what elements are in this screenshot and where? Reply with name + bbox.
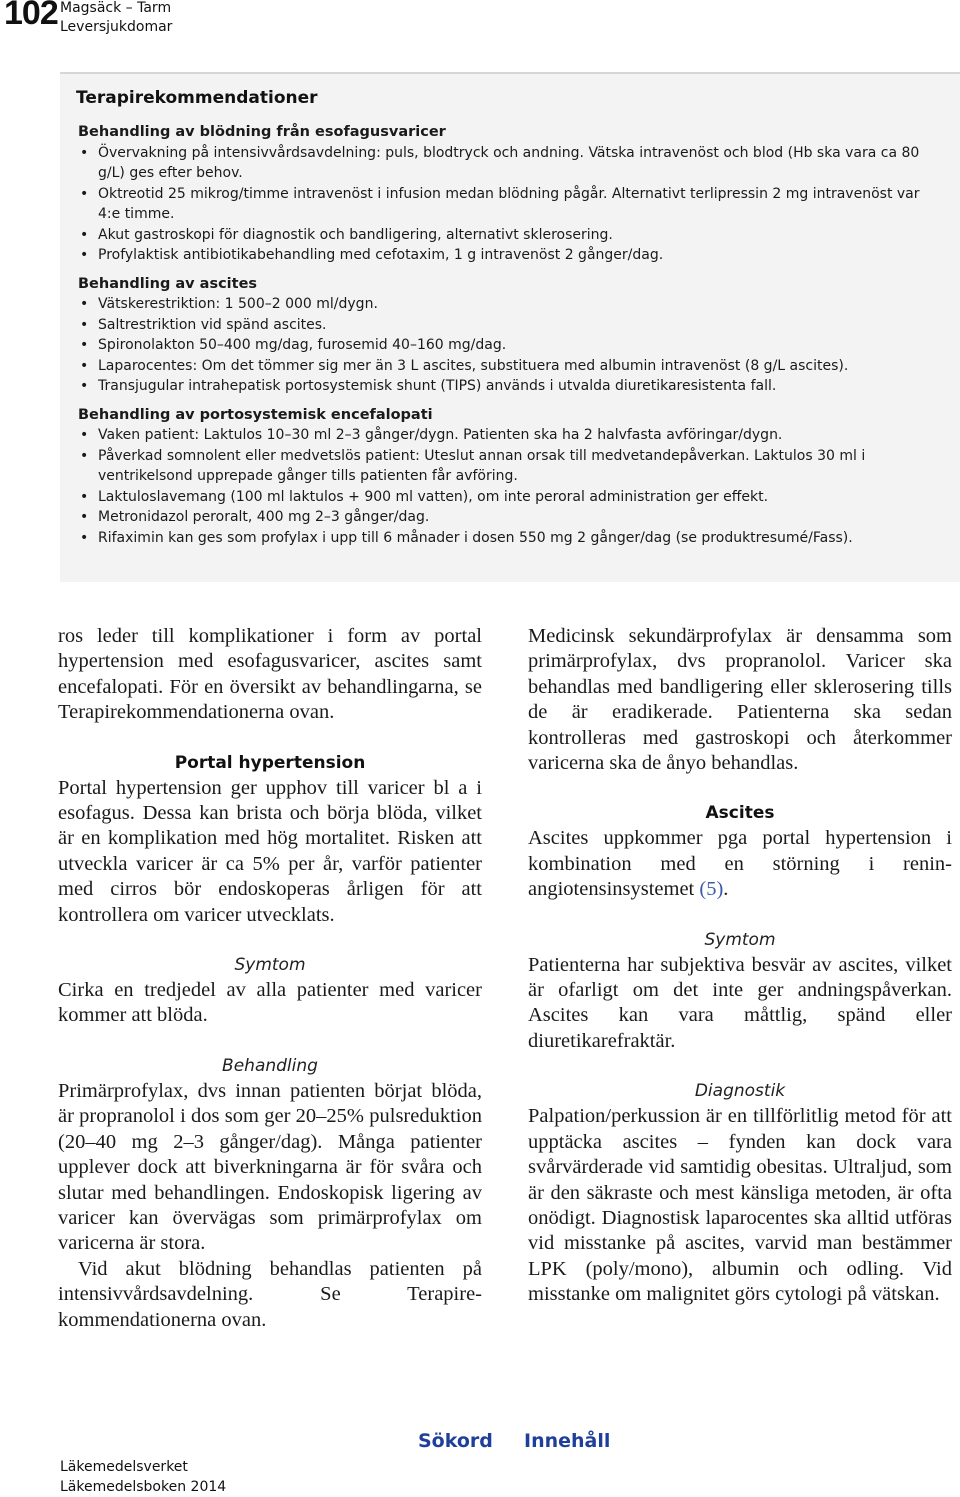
body-paragraph: Portal hypertension ger upphov till varicer bl a i esofagus. Dessa kan brista och börja blöda, vilket är en komplikation med hög mortalitet. Risken att utveckla varicer är ca 5% per år, varför patienter med cirros bör endoskoperas årligen för att kontrollera om varicer utvecklats. (58, 776, 482, 926)
reference-link[interactable]: (5) (699, 878, 724, 901)
box-body (78, 122, 946, 548)
list-item: • Oktreotid 25 mikrog/timme intravenöst i infusion medan blödning pågår. Alternativt terlipressin 2 mg intravenöst var 4:e timme. (78, 184, 946, 225)
list-item: • Spironolakton 50–400 mg/dag, furosemid 40–160 mg/dag. (78, 335, 946, 356)
page-number: 102 (4, 0, 58, 32)
list-item: • Profylaktisk antibiotikabehandling med cefotaxim, 1 g intravenöst 2 gånger/dag. (78, 245, 946, 266)
footer-publisher (60, 1457, 226, 1497)
list-item: • Metronidazol peroralt, 400 mg 2–3 gånger/dag. (78, 507, 946, 528)
book-title: Läkemedelsboken 2014 (60, 1479, 227, 1495)
list-encephalopathy (78, 425, 946, 548)
list-item: • Laktuloslavemang (100 ml laktulos + 900 ml vatten), om inte peroral administration ger effekt. (78, 487, 946, 508)
subheading-symtom: Symtom (704, 929, 776, 950)
group-heading-varices: Behandling av blödning från esofagusvaricer (78, 124, 446, 140)
body-paragraph: ros leder till komplikationer i form av portal hypertension med esofagusvaricer, ascites samt encefalopati. För en översikt av behandlingarna, se Terapirekommendationerna ovan. (58, 625, 482, 724)
search-index-link[interactable]: Sökord (418, 1430, 493, 1452)
list-item: • Rifaximin kan ges som profylax i upp till 6 månader i dosen 550 mg 2 gånger/dag (se produktresumé/Fass). (78, 528, 946, 549)
ascites-text: Ascites uppkommer pga portal hypertension i kombination med en störning i renin-angiotensinsystemet (528, 827, 952, 901)
subheading-diagnostik: Diagnostik (694, 1081, 786, 1102)
group-heading-ascites: Behandling av ascites (78, 275, 258, 292)
list-item: • Transjugular intrahepatisk portosystemisk shunt (TIPS) används i utvalda diuretikaresistenta fall. (78, 376, 946, 397)
list-varices (78, 143, 946, 266)
right-column (528, 624, 952, 1308)
therapy-recommendations-box (60, 72, 960, 582)
list-item: • Vaken patient: Laktulos 10–30 ml 2–3 gånger/dygn. Patienten ska ha 2 halvfasta avföringar/dygn. (78, 425, 946, 446)
section-title: Magsäck – Tarm (60, 0, 172, 16)
list-item: • Vätskerestriktion: 1 500–2 000 ml/dygn. (78, 294, 946, 315)
list-ascites (78, 294, 946, 397)
box-title: Terapirekommendationer (76, 88, 318, 108)
heading-ascites: Ascites (705, 803, 775, 824)
chapter-title: Leversjukdomar (60, 19, 173, 35)
list-item: • Övervakning på intensivvårdsavdelning: puls, blodtryck och andning. Vätska intravenöst och blod (Hb ska vara ca 80 g/L) ges efter behov. (78, 143, 946, 184)
body-paragraph: Primärprofylax, dvs innan patienten börjat blöda, är propranolol i dos som ger 20–25% pulsreduktion (20–40 mg 2–3 gånger/dag). Många patienter upplever dock att biverkningarna är för svåra och slutar med behandlingen. Endoskopisk ligering av varicer kan övervägas som primärprofylax om varicerna är stora. (58, 1079, 482, 1255)
subheading-symtom: Symtom (234, 955, 306, 976)
body-paragraph: Cirka en tredjedel av alla patienter med varicer kommer att blöda. (58, 979, 482, 1027)
subheading-behandling: Behandling (222, 1055, 318, 1076)
list-item: • Påverkad somnolent eller medvetslös patient: Uteslut annan orsak till medvetandepåverkan. Laktulos 30 ml i ventrikelsond upprepade gånger tills patienten får avföring. (78, 446, 946, 487)
list-item: • Laparocentes: Om det tömmer sig mer än 3 L ascites, substituera med albumin intravenöst (8 g/L ascites). (78, 356, 946, 377)
publisher-name: Läkemedelsverket (60, 1459, 188, 1475)
body-paragraph: Ascites uppkommer pga portal hypertension i kombination med en störning i renin-angiotensinsystemet (5). (528, 827, 952, 901)
list-item: • Saltrestriktion vid spänd ascites. (78, 315, 946, 336)
list-item: • Akut gastroskopi för diagnostik och bandligering, alternativt sklerosering. (78, 225, 946, 246)
heading-portal-hypertension: Portal hypertension (174, 752, 366, 773)
body-paragraph: Patienterna har subjektiva besvär av ascites, vilket är ofarligt om det inte ger andningspåverkan. Ascites kan vara måttlig, spänd eller diuretikarefraktär. (528, 953, 952, 1052)
contents-link[interactable]: Innehåll (524, 1430, 611, 1452)
body-paragraph: Palpation/perkussion är en tillförlitlig metod för att upptäcka ascites – fynden kan dock vara svårvärderade vid samtidig obesitas. Ultraljud, som är den säkraste och mest känsliga metoden, är ofta onödigt. Diagnostisk laparocentes ska alltid utföras vid misstanke på ascites, varvid man bestämmer LPK (poly/mono), albumin och odling. Vid misstanke om malignitet görs cytologi på vätskan. (528, 1105, 952, 1306)
left-column (58, 624, 482, 1333)
group-heading-encephalopathy: Behandling av portosystemisk encefalopati (78, 406, 433, 423)
body-paragraph: Vid akut blödning behandlas patienten på intensivvårdsavdelning. Se Terapirekommendationerna ovan. (58, 1257, 482, 1331)
body-paragraph: Medicinsk sekundärprofylax är densamma som primärprofylax, dvs propranolol. Varicer ska behandlas med bandligering eller sklerosering tills de är eradikerade. Patienterna ska sedan kontrolleras med gastroskopi och återkommer varicerna ska de ånyo behandlas. (528, 625, 952, 775)
